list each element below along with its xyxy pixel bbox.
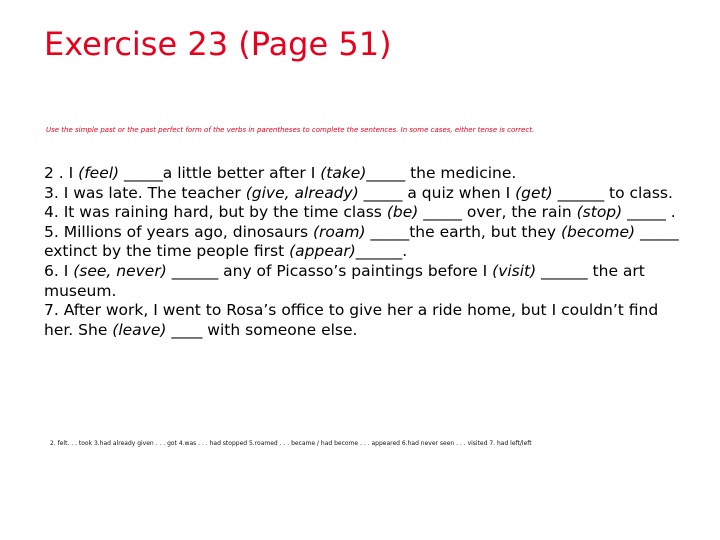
sentence-text: ______. bbox=[355, 242, 408, 261]
verb-hint: (feel) bbox=[78, 164, 120, 182]
sentence-2 bbox=[44, 164, 684, 184]
verb-hint: (give, already) bbox=[245, 183, 359, 202]
sentence-text: _____ the medicine. bbox=[366, 164, 517, 182]
sentence-text: _____ a quiz when I bbox=[358, 183, 516, 202]
sentence-text: _____ over, the rain bbox=[418, 203, 577, 222]
verb-hint: (leave) bbox=[112, 320, 167, 339]
exercise-sentences bbox=[44, 164, 684, 340]
sentence-text: 6. I bbox=[44, 261, 74, 280]
sentence-text: ______ the art museum. bbox=[44, 261, 645, 300]
verb-hint: (be) bbox=[386, 203, 419, 222]
sentence-text: 2 . I bbox=[44, 164, 79, 182]
sentence-text: _____a little better after I bbox=[119, 164, 321, 182]
sentence-6 bbox=[44, 262, 684, 301]
sentence-text: 5. Millions of years ago, dinosaurs bbox=[44, 222, 313, 241]
verb-hint: (stop) bbox=[576, 203, 623, 222]
sentence-5 bbox=[44, 223, 684, 262]
verb-hint: (take) bbox=[320, 164, 367, 182]
sentence-4 bbox=[44, 203, 684, 223]
sentence-text: _____the earth, but they bbox=[365, 222, 561, 241]
verb-hint: (become) bbox=[560, 222, 636, 241]
sentence-text: _____ extinct by the time people first bbox=[44, 222, 679, 261]
sentence-text: 7. After work, I went to Rosa’s office to give her a ride home, but I couldn’t find her. She bbox=[44, 301, 659, 339]
verb-hint: (see, never) bbox=[73, 261, 167, 280]
verb-hint: (appear) bbox=[289, 242, 356, 261]
page-title: Exercise 23 (Page 51) bbox=[44, 25, 392, 63]
sentence-3 bbox=[44, 184, 684, 204]
verb-hint: (get) bbox=[515, 183, 553, 202]
sentence-text: ______ to class. bbox=[552, 183, 673, 202]
verb-hint: (roam) bbox=[312, 222, 366, 241]
instructions-text: Use the simple past or the past perfect form of the verbs in parentheses to complete the sentences. In some cases, either tense is correct. bbox=[46, 126, 535, 134]
sentence-text: ______ any of Picasso’s paintings before I bbox=[166, 261, 493, 280]
sentence-text: _____ . bbox=[622, 203, 676, 222]
sentence-text: 3. I was late. The teacher bbox=[44, 183, 246, 202]
sentence-text: ____ with someone else. bbox=[166, 320, 358, 339]
sentence-7 bbox=[44, 301, 684, 340]
sentence-text: 4. It was raining hard, but by the time class bbox=[44, 203, 387, 222]
verb-hint: (visit) bbox=[492, 261, 537, 280]
answer-key: 2. felt. . . took 3.had already given . . . got 4.was . . . had stopped 5.roamed . . . became / had become . . . appeared 6.had never seen . . . visited 7. had left/left bbox=[50, 440, 532, 447]
